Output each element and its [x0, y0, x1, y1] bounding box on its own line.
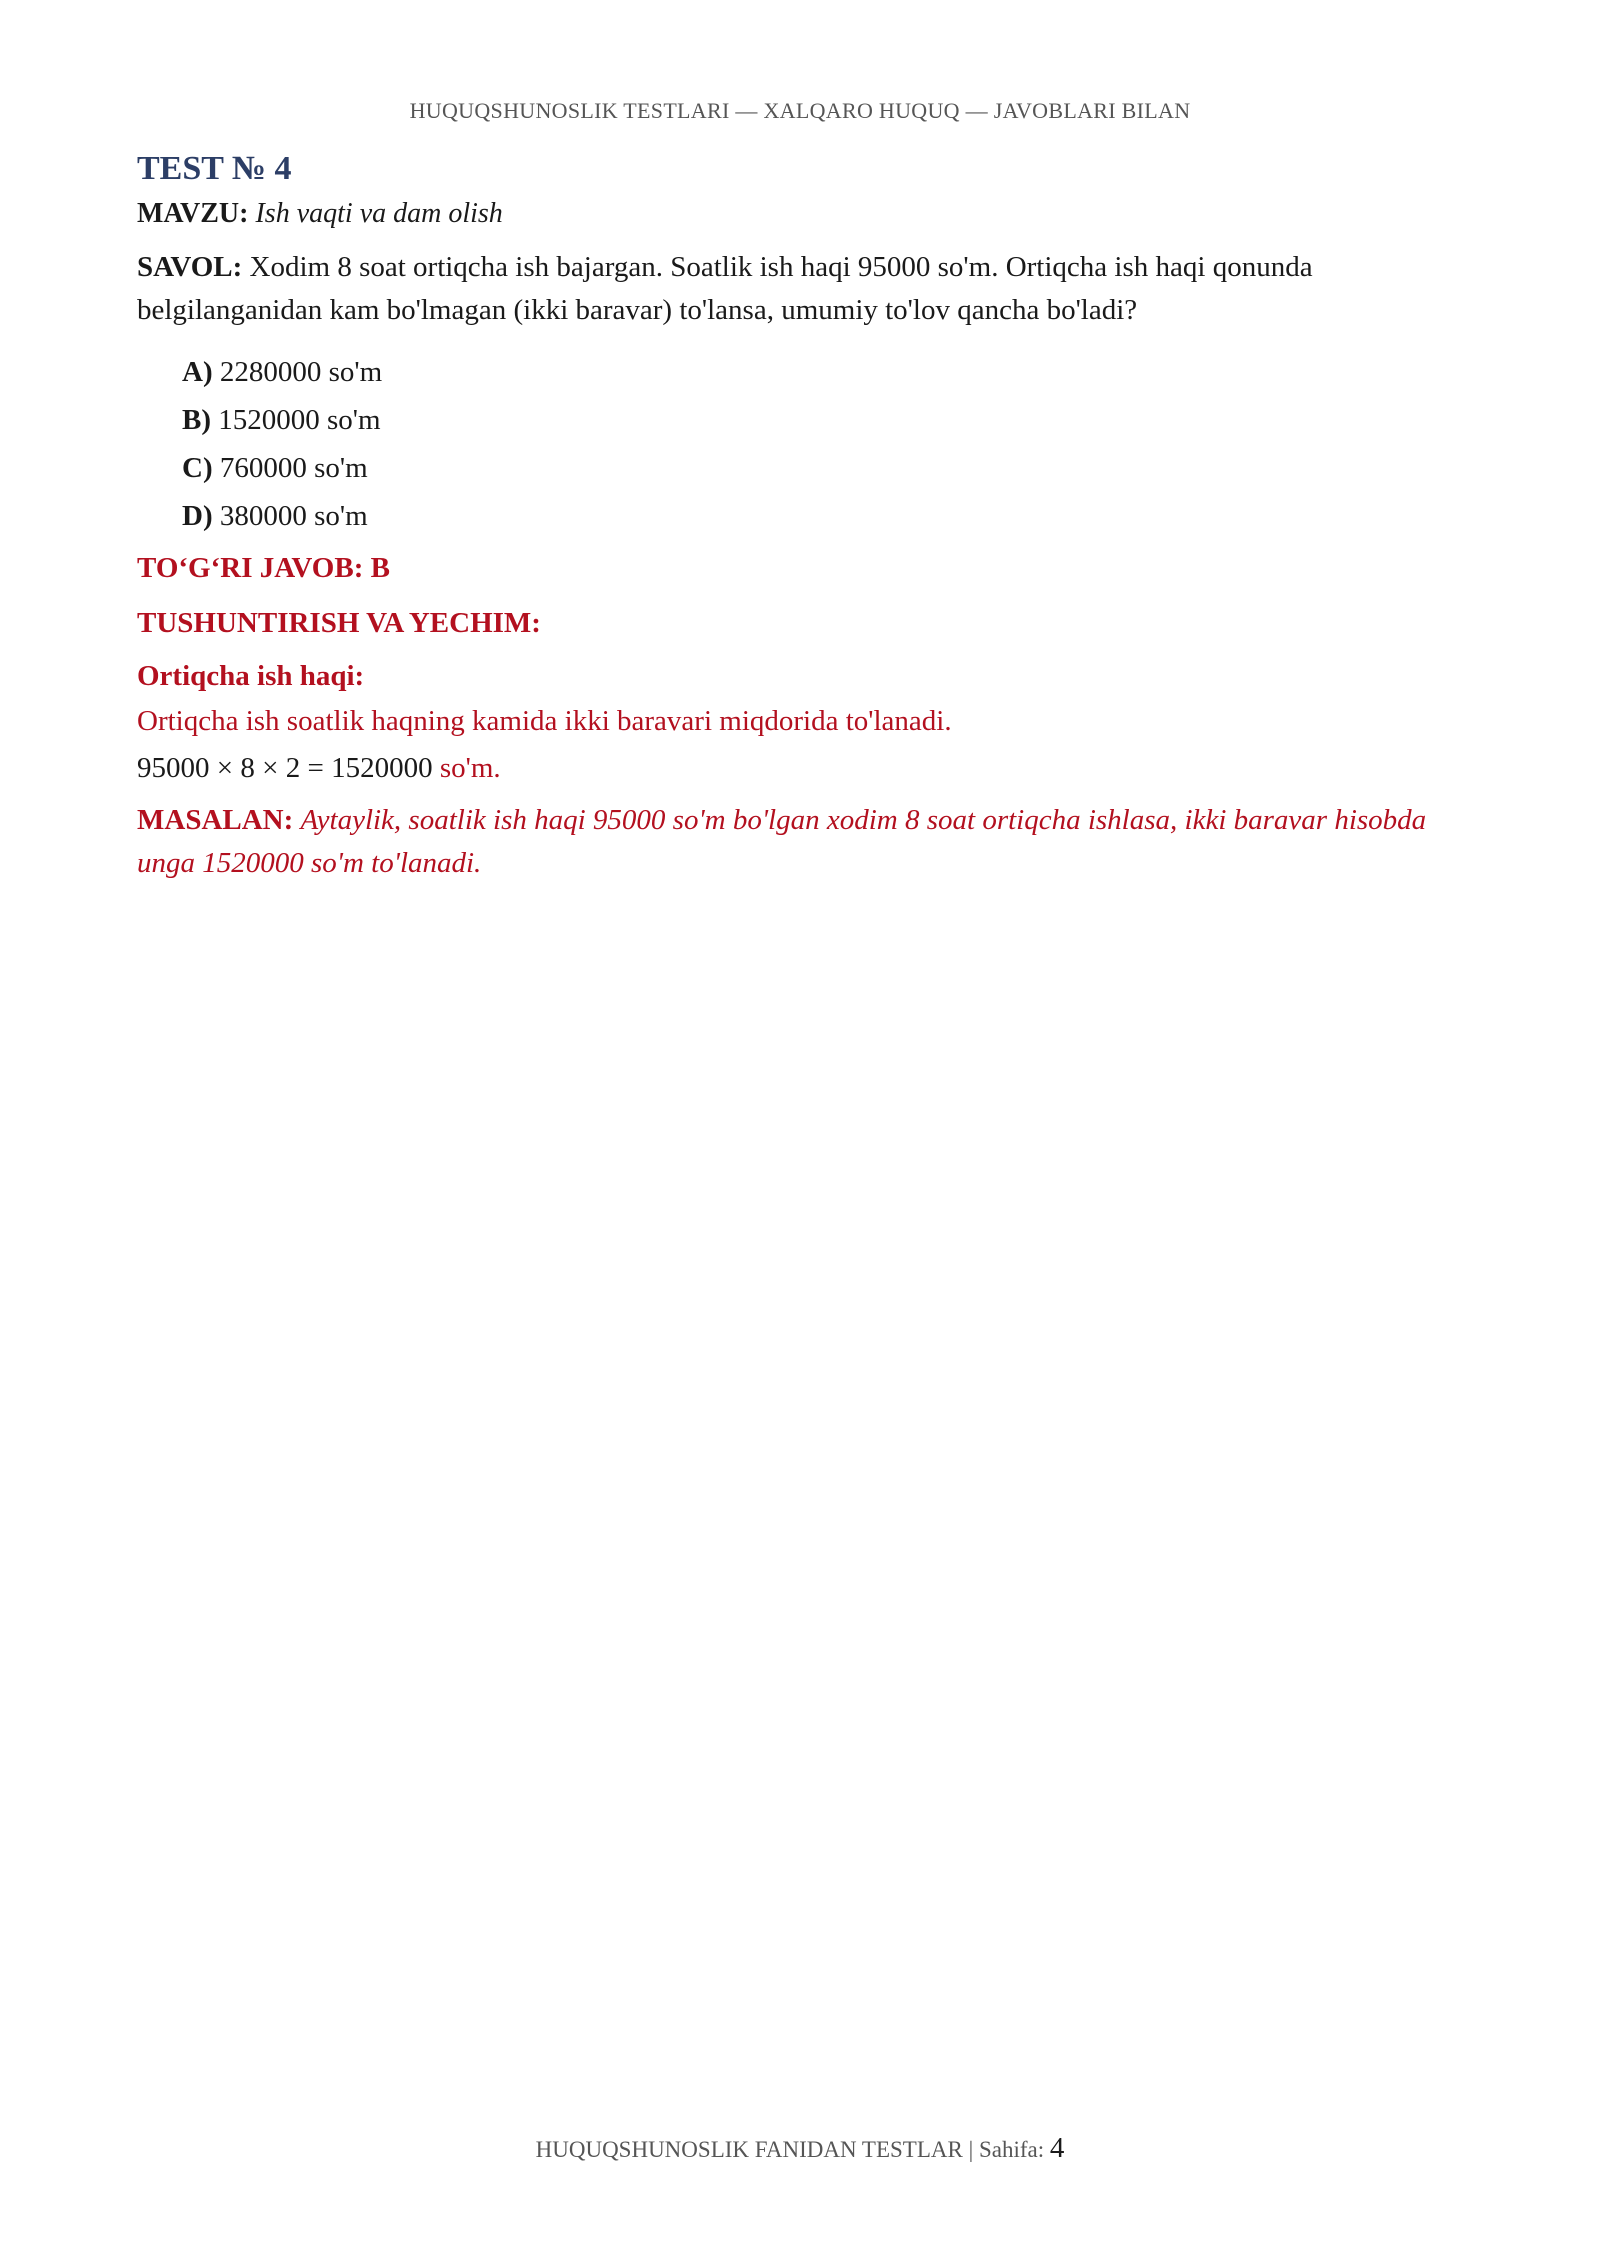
option-text: 760000 so'm [219, 452, 368, 484]
question-label: SAVOL: [137, 251, 243, 283]
test-content [137, 150, 1463, 885]
topic-label: MAVZU: [137, 198, 249, 229]
option-letter: B) [182, 404, 211, 436]
formula-unit: so'm. [439, 752, 501, 784]
question-text: Xodim 8 soat ortiqcha ish bajargan. Soatlik ish haqi 95000 so'm. Ortiqcha ish haqi qonunda belgilanganidan kam bo'lmagan (ikki baravar) to'lansa, umumiy to'lov qancha bo'ladi? [137, 251, 1313, 326]
footer-separator: | [968, 2137, 974, 2162]
topic-value: Ish vaqti va dam olish [255, 198, 503, 229]
option-a [182, 348, 1463, 396]
topic-line [137, 198, 1463, 230]
option-b [182, 396, 1463, 444]
option-text: 380000 so'm [219, 500, 368, 532]
option-letter: C) [182, 452, 213, 484]
formula: 95000 × 8 × 2 = 1520000 [137, 752, 433, 784]
explanation-heading: TUSHUNTIRISH VA YECHIM: [137, 607, 541, 639]
option-text: 1520000 so'm [218, 404, 381, 436]
example-label: MASALAN: [137, 804, 294, 836]
explanation-subheading: Ortiqcha ish haqi: [137, 660, 365, 692]
explanation-text: Ortiqcha ish soatlik haqning kamida ikki baravari miqdorida to'lanadi. [137, 705, 952, 737]
option-letter: A) [182, 356, 213, 388]
page-header: HUQUQSHUNOSLIK TESTLARI — XALQARO HUQUQ — JAVOBLARI BILAN [409, 98, 1191, 123]
test-title: TEST № 4 [137, 150, 292, 187]
page-number: 4 [1049, 2132, 1065, 2164]
option-c [182, 444, 1463, 492]
page-footer [0, 2132, 1600, 2165]
option-text: 2280000 so'm [219, 356, 383, 388]
option-letter: D) [182, 500, 213, 532]
correct-answer: TO‘G‘RI JAVOB: B [137, 552, 390, 584]
page-label: Sahifa: [978, 2137, 1045, 2162]
footer-text: HUQUQSHUNOSLIK FANIDAN TESTLAR [535, 2137, 963, 2162]
option-d [182, 492, 1463, 540]
answer-options [182, 348, 1463, 540]
example [137, 799, 1463, 885]
example-text: Aytaylik, soatlik ish haqi 95000 so'm bo'lgan xodim 8 soat ortiqcha ishlasa, ikki baravar hisobda unga 1520000 so'm to'lanadi. [137, 804, 1427, 879]
question [137, 246, 1463, 332]
formula-line [137, 752, 1463, 785]
